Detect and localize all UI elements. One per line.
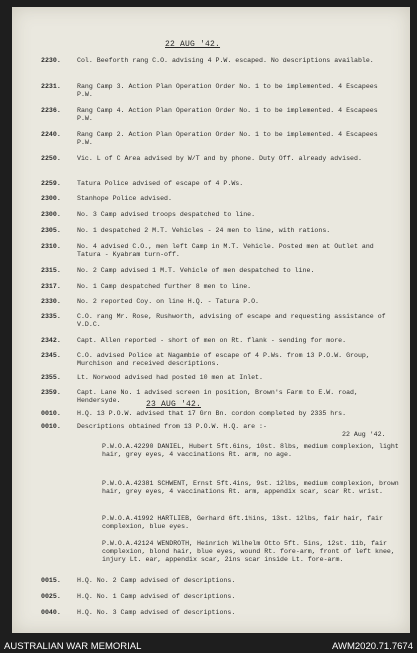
entry-time: 2250. (41, 155, 61, 162)
entry-time: 0040. (41, 609, 61, 616)
entry-time: 2305. (41, 227, 61, 234)
entry-time: 0010. (41, 410, 61, 417)
entry-time: 0025. (41, 593, 61, 600)
entry-text: H.Q. 13 P.O.W. advised that 17 Grn Bn. cordon completed by 2335 hrs. (77, 410, 347, 417)
entry-text: Stanhope Police advised. (77, 195, 172, 202)
second-date: 23 AUG '42. (146, 400, 202, 409)
entry-time: 0010. (41, 423, 61, 430)
entry-text: C.O. advised Police at Nagambie of escape of 4 P.Ws. from 13 P.O.W. Group, Murchison and received descriptions. (77, 352, 370, 368)
footer-institution: AUSTRALIAN WAR MEMORIAL (4, 641, 142, 652)
entry-text: C.O. rang Mr. Rose, Rushworth, advising of escape and requesting assistance of V.D.C. (77, 313, 386, 329)
right-date: 22 Aug '42. (342, 431, 386, 438)
entry-text: No. 1 Camp despatched further 8 men to line. (77, 283, 252, 290)
header-date: 22 AUG '42. (165, 40, 221, 49)
entry-time: 2342. (41, 337, 61, 344)
entry-time: 2231. (41, 83, 61, 90)
entry-text: Rang Camp 3. Action Plan Operation Order No. 1 to be implemented. 4 Escapees P.W. (77, 83, 378, 99)
entry-text: Rang Camp 4. Action Plan Operation Order No. 1 to be implemented. 4 Escapees P.W. (77, 107, 378, 123)
entry-time: 2240. (41, 131, 61, 138)
entry-time: 2300. (41, 195, 61, 202)
entry-time: 2345. (41, 352, 61, 359)
entry-time: 2355. (41, 374, 61, 381)
entry-text: No. 2 reported Coy. on line H.Q. - Tatura P.O. (77, 298, 260, 305)
prisoner-description: P.W.O.A.42124 WENDROTH, Heinrich Wilhelm Otto 5ft. 5ins, 12st. 11b, fair complexion, blond hair, blue eyes, wound Rt. fore-arm, front of left knee, injury Lt. ear, appendix scar, 2ins scar inside Lt. fore-arm. (102, 540, 395, 564)
entry-text: H.Q. No. 1 Camp advised of descriptions. (77, 593, 236, 600)
entry-text: Rang Camp 2. Action Plan Operation Order No. 1 to be implemented. 4 Escapees P.W. (77, 131, 378, 147)
entry-text: Lt. Norwood advised had posted 10 men at Inlet. (77, 374, 263, 381)
entry-time: 2259. (41, 180, 61, 187)
footer-accession-number: AWM2020.71.7674 (332, 641, 413, 652)
entry-text: Descriptions obtained from 13 P.O.W. H.Q. are :- (77, 423, 267, 430)
entry-time: 2335. (41, 313, 61, 320)
prisoner-description: P.W.O.A.42381 SCHWENT, Ernst 5ft.4ins, 9st. 12lbs, medium complexion, brown hair, grey eyes, 4 vaccinations Rt. arm, appendix scar, scar Rt. wrist. (102, 480, 399, 496)
entry-text: H.Q. No. 3 Camp advised of descriptions. (77, 609, 236, 616)
entry-time: 0015. (41, 577, 61, 584)
entry-time: 2359. (41, 389, 61, 396)
entry-time: 2317. (41, 283, 61, 290)
entry-text: Col. Beeforth rang C.O. advising 4 P.W. escaped. No descriptions available. (77, 57, 374, 64)
entry-text: Vic. L of C Area advised by W/T and by phone. Duty Off. already advised. (77, 155, 362, 162)
entry-text: No. 3 Camp advised troops despatched to line. (77, 211, 256, 218)
entry-time: 2330. (41, 298, 61, 305)
entry-text: No. 4 advised C.O., men left Camp in M.T. Vehicle. Posted men at Outlet and Tatura - Kyabram turn-off. (77, 243, 374, 259)
entry-time: 2230. (41, 57, 61, 64)
archive-footer (0, 640, 417, 653)
entry-text: No. 1 despatched 2 M.T. Vehicles - 24 men to line, with rations. (77, 227, 331, 234)
entry-time: 2310. (41, 243, 61, 250)
entry-time: 2300. (41, 211, 61, 218)
entry-text: Capt. Allen reported - short of men on Rt. flank - sending for more. (77, 337, 347, 344)
entry-time: 2236. (41, 107, 61, 114)
entry-time: 2315. (41, 267, 61, 274)
entry-text: Capt. Lane No. 1 advised screen in position, Brown's Farm to E.W. road, Hendersyde. (77, 389, 358, 405)
prisoner-description: P.W.O.A.42290 DANIEL, Hubert 5ft.6ins, 10st. 8lbs, medium complexion, light hair, grey eyes, 4 vaccinations Rt. arm, no age. (102, 443, 399, 459)
entry-text: H.Q. No. 2 Camp advised of descriptions. (77, 577, 236, 584)
entry-text: No. 2 Camp advised 1 M.T. Vehicle of men despatched to line. (77, 267, 315, 274)
prisoner-description: P.W.O.A.41992 HARTLIEB, Gerhard 6ft.1½ins, 13st. 12lbs, fair hair, fair complexion, blue eyes. (102, 515, 383, 531)
entry-text: Tatura Police advised of escape of 4 P.Ws. (77, 180, 244, 187)
document-page (12, 7, 410, 633)
